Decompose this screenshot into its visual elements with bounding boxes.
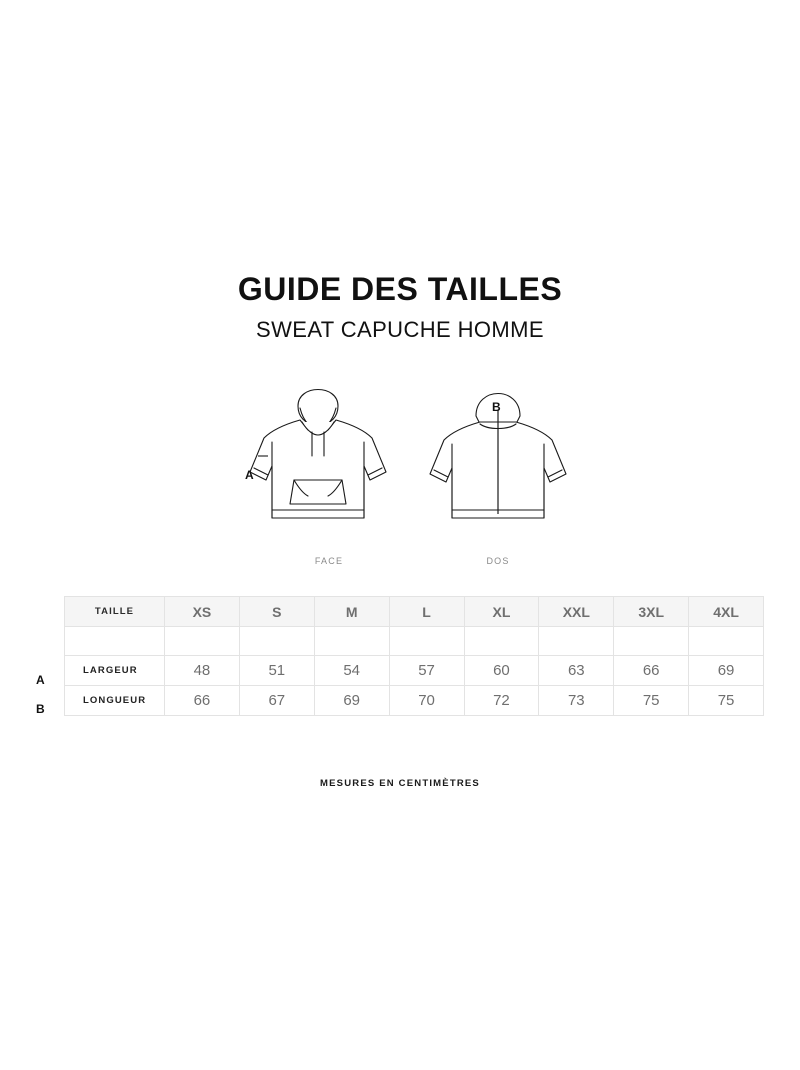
- cell-largeur-4xl: 69: [689, 656, 764, 686]
- cell-largeur-xl: 60: [464, 656, 539, 686]
- table-row: [65, 686, 764, 716]
- cell-largeur-3xl: 66: [614, 656, 689, 686]
- cell-longueur-xl: 72: [464, 686, 539, 716]
- spacer-cell: [165, 627, 240, 656]
- cell-largeur-l: 57: [389, 656, 464, 686]
- illustration-captions: [0, 556, 800, 572]
- cell-largeur-xxl: 63: [539, 656, 614, 686]
- table-spacer-row: [65, 627, 764, 656]
- row-letter-a: A: [36, 673, 45, 687]
- spacer-cell: [689, 627, 764, 656]
- spacer-cell: [539, 627, 614, 656]
- header-size-4xl: 4XL: [689, 597, 764, 627]
- cell-longueur-4xl: 75: [689, 686, 764, 716]
- spacer-cell: [65, 627, 165, 656]
- caption-front: FACE: [314, 556, 344, 566]
- cell-longueur-l: 70: [389, 686, 464, 716]
- spacer-cell: [464, 627, 539, 656]
- header-size-xs: XS: [165, 597, 240, 627]
- measure-marker-b: B: [492, 400, 501, 414]
- size-table-wrapper: [64, 596, 764, 716]
- header-size-l: L: [389, 597, 464, 627]
- spacer-cell: [314, 627, 389, 656]
- page-title: GUIDE DES TAILLES: [237, 271, 563, 307]
- header-size-s: S: [239, 597, 314, 627]
- measurement-unit-note: MESURES EN CENTIMÈTRES: [320, 778, 480, 789]
- table-row: [65, 656, 764, 686]
- spacer-cell: [239, 627, 314, 656]
- cell-longueur-s: 67: [239, 686, 314, 716]
- garment-illustrations: [0, 368, 800, 568]
- hoodie-front-illustration: [228, 368, 408, 543]
- row-label-longueur: LONGUEUR: [65, 686, 165, 716]
- cell-largeur-m: 54: [314, 656, 389, 686]
- measure-marker-a: A: [245, 468, 254, 482]
- caption-back: DOS: [486, 556, 510, 566]
- cell-longueur-3xl: 75: [614, 686, 689, 716]
- size-table: [64, 596, 764, 716]
- row-letter-b: B: [36, 702, 45, 716]
- cell-largeur-xs: 48: [165, 656, 240, 686]
- header-taille: TAILLE: [65, 597, 165, 627]
- table-header-row: [65, 597, 764, 627]
- header-size-xl: XL: [464, 597, 539, 627]
- spacer-cell: [614, 627, 689, 656]
- cell-longueur-xs: 66: [165, 686, 240, 716]
- header-size-m: M: [314, 597, 389, 627]
- header-size-xxl: XXL: [539, 597, 614, 627]
- cell-longueur-m: 69: [314, 686, 389, 716]
- spacer-cell: [389, 627, 464, 656]
- header-size-3xl: 3XL: [614, 597, 689, 627]
- hoodie-back-illustration: [408, 368, 588, 543]
- row-label-largeur: LARGEUR: [65, 656, 165, 686]
- page-subtitle: SWEAT CAPUCHE HOMME: [256, 317, 544, 343]
- table-head: [65, 597, 764, 627]
- table-body: [65, 627, 764, 716]
- cell-largeur-s: 51: [239, 656, 314, 686]
- cell-longueur-xxl: 73: [539, 686, 614, 716]
- title-block: [0, 272, 800, 343]
